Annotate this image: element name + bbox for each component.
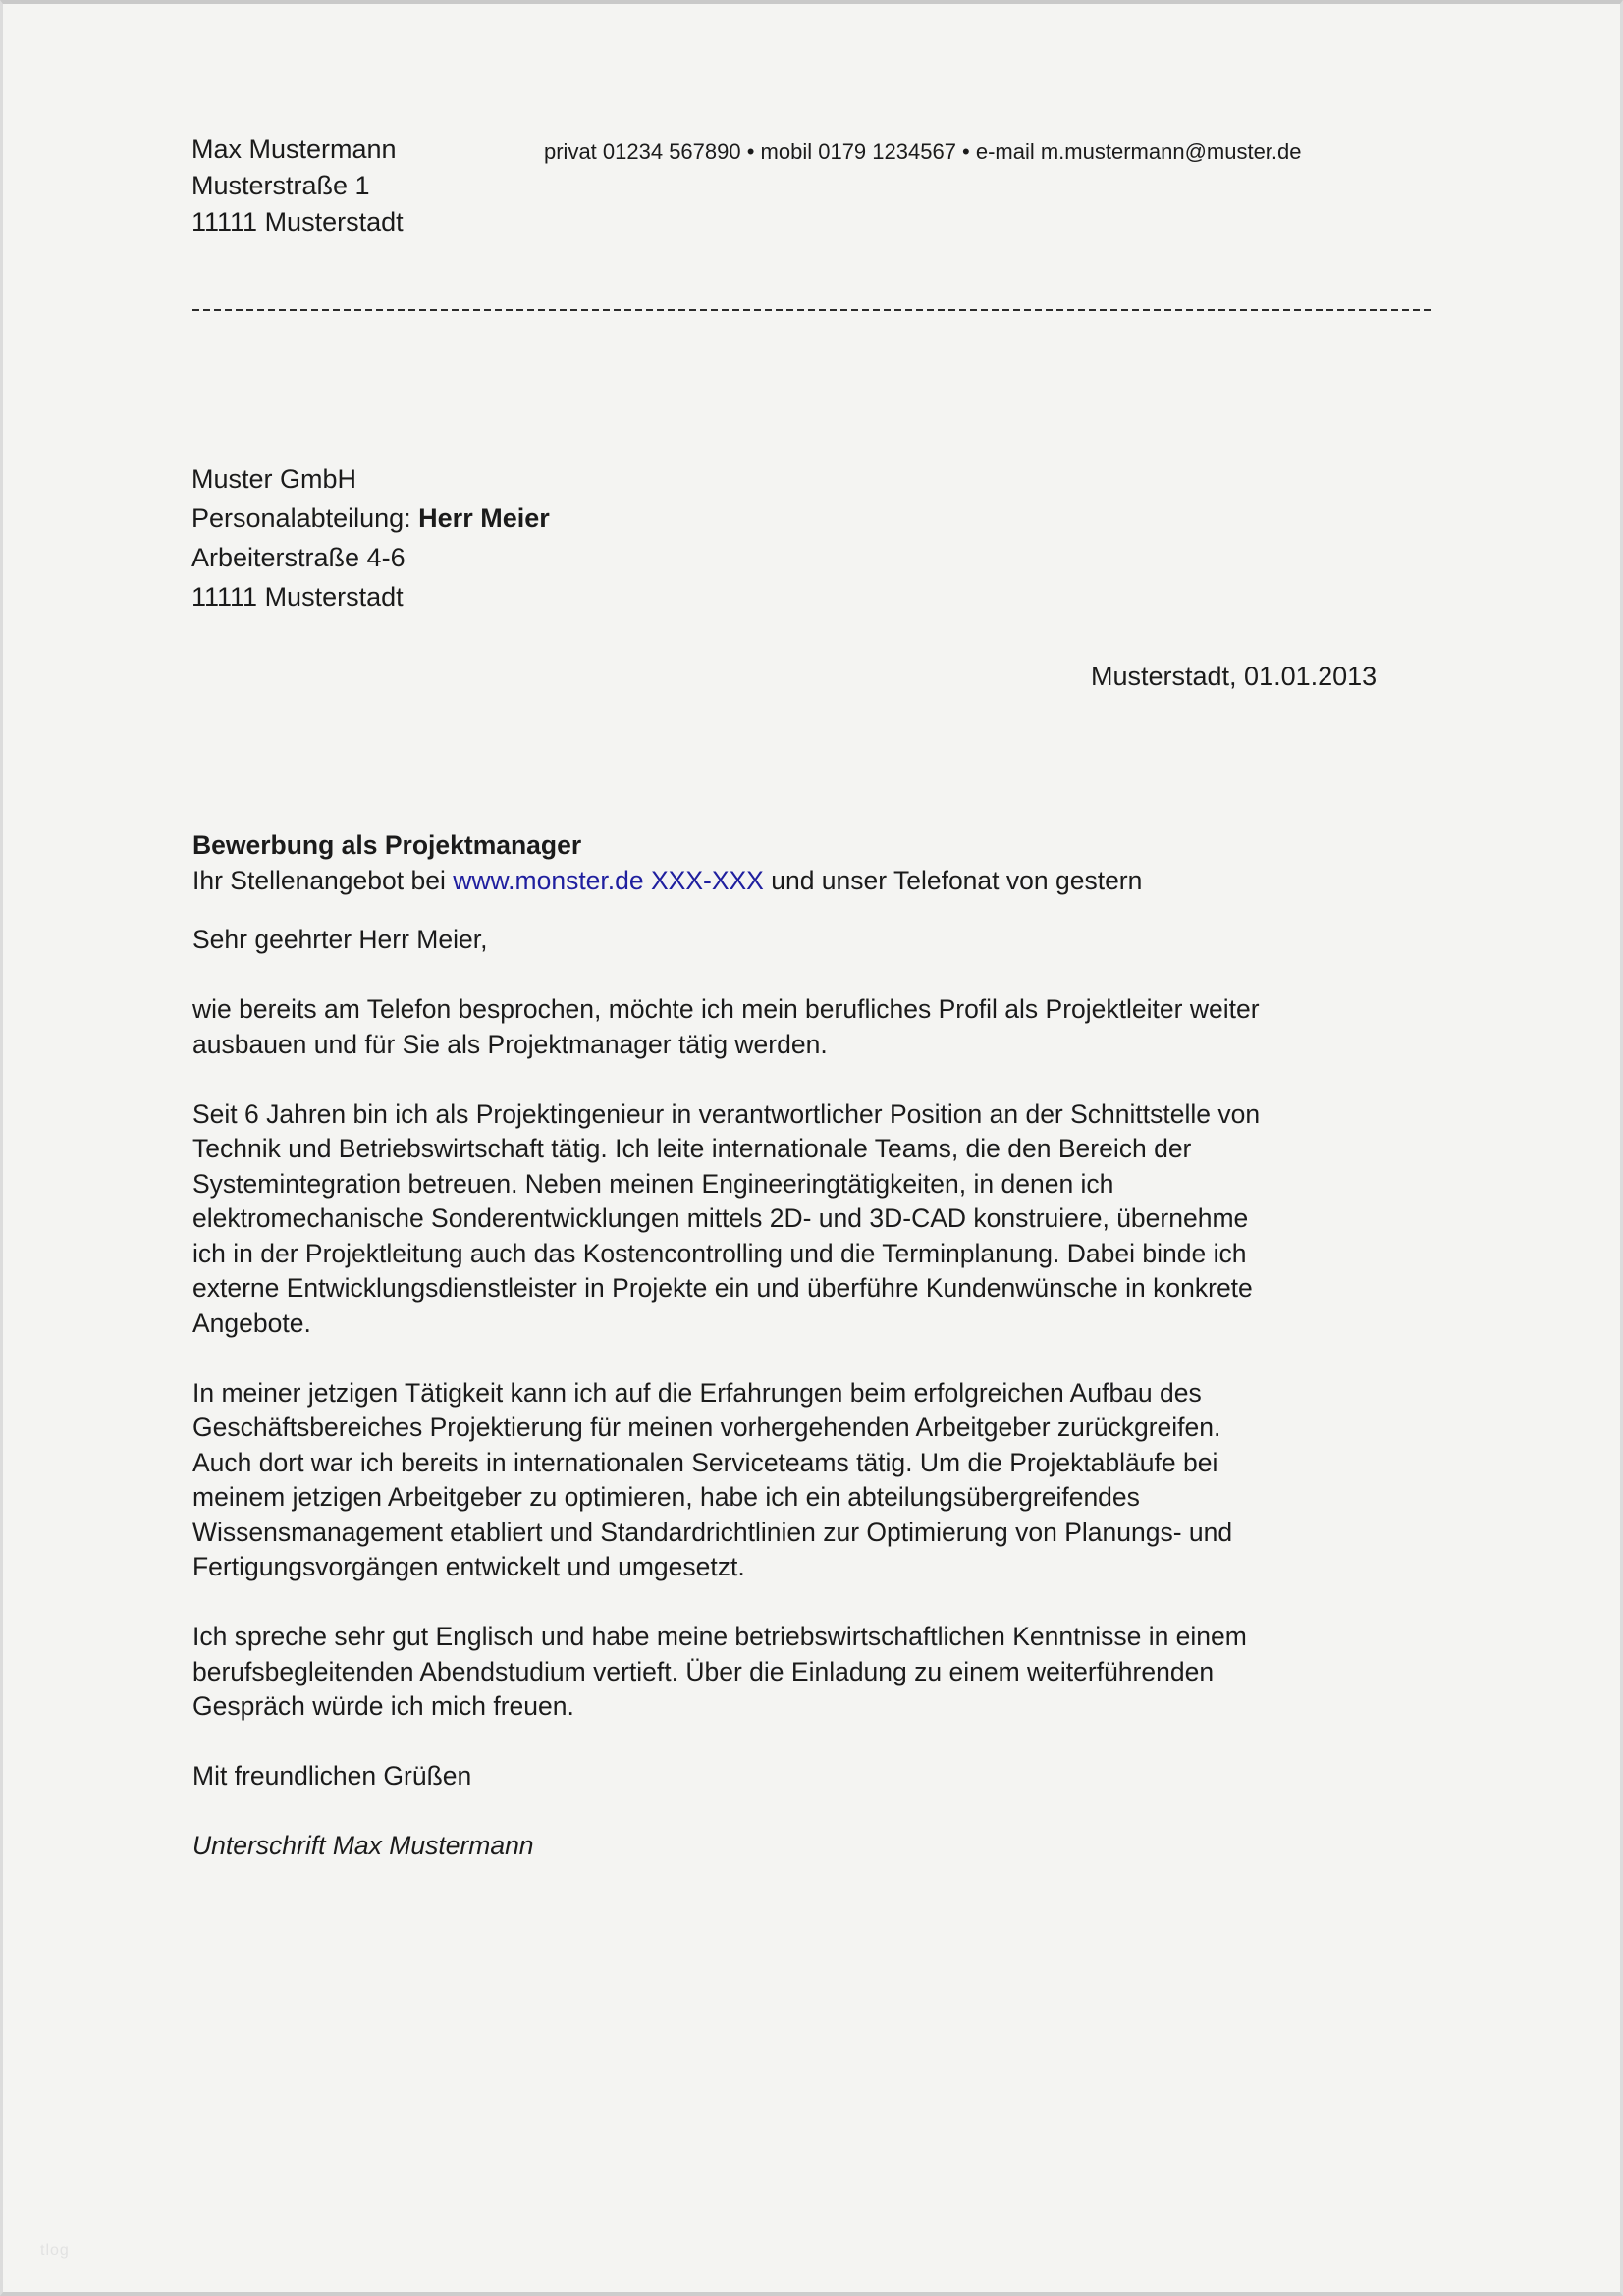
body-line: Wissensmanagement etabliert und Standardrichtlinien zur Optimierung von Planungs- und [192,1517,1233,1547]
recipient-city: 11111 Musterstadt [191,582,404,612]
paragraph [192,1620,1469,1725]
paragraph [192,1376,1469,1585]
body-line: meinem jetzigen Arbeitgeber zu optimieren, habe ich ein abteilungsübergreifendes [192,1482,1140,1512]
body-line: externe Entwicklungsdienstleister in Projekte ein und überführe Kundenwünsche in konkrete [192,1273,1253,1303]
subject-block [192,828,1142,898]
body-line: In meiner jetzigen Tätigkeit kann ich auf die Erfahrungen beim erfolgreichen Aufbau des [192,1377,1202,1408]
body-line: wie bereits am Telefon besprochen, möchte ich mein berufliches Profil als Projektleiter weiter [192,994,1260,1024]
recipient-company: Muster GmbH [191,464,357,494]
salutation: Sehr geehrter Herr Meier, [192,925,488,954]
contact-line: privat 01234 567890 • mobil 0179 1234567 • e-mail m.mustermann@muster.de [544,139,1302,164]
recipient-block [191,459,550,616]
sender-street: Musterstraße 1 [191,171,370,200]
body-line: Ich spreche sehr gut Englisch und habe meine betriebswirtschaftlichen Kenntnisse in einem [192,1622,1247,1651]
body-line: Seit 6 Jahren bin ich als Projektingenieur in verantwortlicher Position an der Schnittstelle von [192,1098,1261,1129]
paragraph [192,992,1469,1062]
letter-body [192,923,1469,1864]
recipient-contact-person: Herr Meier [418,504,550,533]
signature: Unterschrift Max Mustermann [192,1831,534,1860]
body-paragraphs [192,992,1469,1725]
body-line: Gespräch würde ich mich freuen. [192,1691,574,1721]
body-line: Auch dort war ich bereits in internationalen Serviceteams tätig. Um die Projektabläufe bei [192,1447,1218,1477]
paragraph [192,1097,1469,1342]
watermark-text: tlog [40,2242,70,2259]
subject-reference-suffix: und unser Telefonat von gestern [763,865,1143,895]
body-line: Technik und Betriebswirtschaft tätig. Ich leite internationale Teams, die den Bereich der [192,1134,1192,1163]
subject-reference-prefix: Ihr Stellenangebot bei [192,865,454,895]
body-line: Angebote. [192,1308,311,1338]
body-line: elektromechanische Sonderentwicklungen mittels 2D- und 3D-CAD konstruiere, übernehme [192,1203,1249,1233]
body-line: Fertigungsvorgängen entwickelt und umgesetzt. [192,1552,745,1581]
closing: Mit freundlichen Grüßen [192,1761,472,1790]
body-line: Geschäftsbereiches Projektierung für meinen vorhergehenden Arbeitgeber zurückgreifen. [192,1413,1221,1442]
dashed-divider [192,309,1432,311]
body-line: ausbauen und für Sie als Projektmanager tätig werden. [192,1029,828,1059]
body-line: ich in der Projektleitung auch das Kostencontrolling und die Terminplanung. Dabei binde ich [192,1238,1247,1268]
recipient-department-line [191,499,550,538]
body-line: berufsbegleitenden Abendstudium vertieft. Über die Einladung zu einem weiterführenden [192,1656,1215,1686]
recipient-department-label: Personalabteilung: [191,504,419,533]
subject-title: Bewerbung als Projektmanager [192,830,582,860]
recipient-street: Arbeiterstraße 4-6 [191,543,406,572]
subject-reference-line [192,864,1142,899]
sender-name: Max Mustermann [191,134,397,164]
date-line: Musterstadt, 01.01.2013 [1091,662,1378,691]
sender-city: 11111 Musterstadt [191,207,404,237]
body-line: Systemintegration betreuen. Neben meinen Engineeringtätigkeiten, in denen ich [192,1168,1114,1199]
sender-block [191,132,404,240]
job-posting-link[interactable]: www.monster.de XXX-XXX [453,865,764,895]
